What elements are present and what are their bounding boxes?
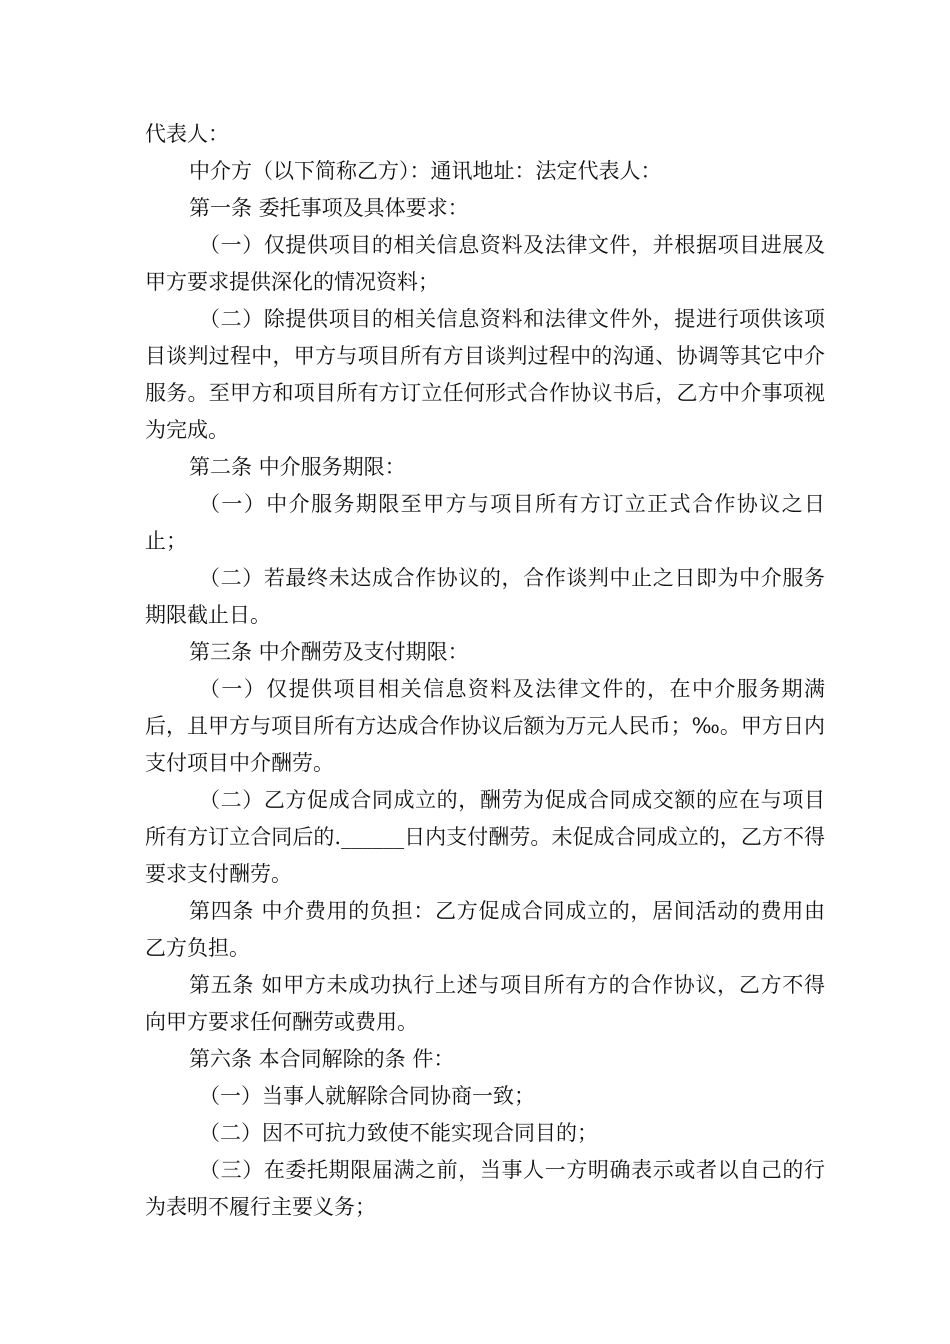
article-3-item-1: （一）仅提供项目相关信息资料及法律文件的，在中介服务期满后，且甲方与项目所有方达成合作协议后额为万元人民币；‰。甲方日内支付项目中介酬劳。: [145, 677, 825, 775]
article-2-item-2: （二）若最终未达成合作协议的，合作谈判中止之日即为中介服务期限截止日。: [145, 566, 825, 627]
article-3-item-2: （二）乙方促成合同成立的，酬劳为促成合同成交额的应在与项目所有方订立合同后的.______日内支付酬劳。未促成合同成立的，乙方不得要求支付酬劳。: [145, 788, 825, 886]
article-3-heading: 第三条 中介酬劳及支付期限：: [189, 640, 469, 664]
article-6-heading: 第六条 本合同解除的条 件：: [189, 1047, 455, 1071]
article-6-item-3: （三）在委托期限届满之前，当事人一方明确表示或者以自己的行为表明不履行主要义务；: [145, 1158, 825, 1219]
article-2-item-1: （一）中介服务期限至甲方与项目所有方订立正式合作协议之日止；: [145, 492, 825, 553]
article-6-item-2: （二）因不可抗力致使不能实现合同目的；: [199, 1121, 598, 1145]
article-2-heading: 第二条 中介服务期限：: [189, 455, 406, 479]
article-1-item-2: （二）除提供项目的相关信息资料和法律文件外，提进行项供该项目谈判过程中，甲方与项目所有方目谈判过程中的沟通、协调等其它中介服务。至甲方和项目所有方订立任何形式合作协议书后，乙方中介事项视为完成。: [145, 307, 825, 442]
article-6-item-1: （一）当事人就解除合同协商一致；: [199, 1084, 535, 1108]
article-1-item-1: （一）仅提供项目的相关信息资料及法律文件，并根据项目进展及甲方要求提供深化的情况资料；: [145, 233, 825, 294]
paragraph-representative: 代表人：: [145, 122, 229, 146]
article-1-heading: 第一条 委托事项及具体要求：: [189, 196, 469, 220]
article-5: 第五条 如甲方未成功执行上述与项目所有方的合作协议，乙方不得向甲方要求任何酬劳或费用。: [145, 973, 825, 1034]
paragraph-intermediary-party: 中介方（以下简称乙方）：通讯地址：法定代表人：: [189, 159, 662, 183]
contract-body: [145, 116, 825, 1226]
article-4: 第四条 中介费用的负担：乙方促成合同成立的，居间活动的费用由乙方负担。: [145, 899, 825, 960]
